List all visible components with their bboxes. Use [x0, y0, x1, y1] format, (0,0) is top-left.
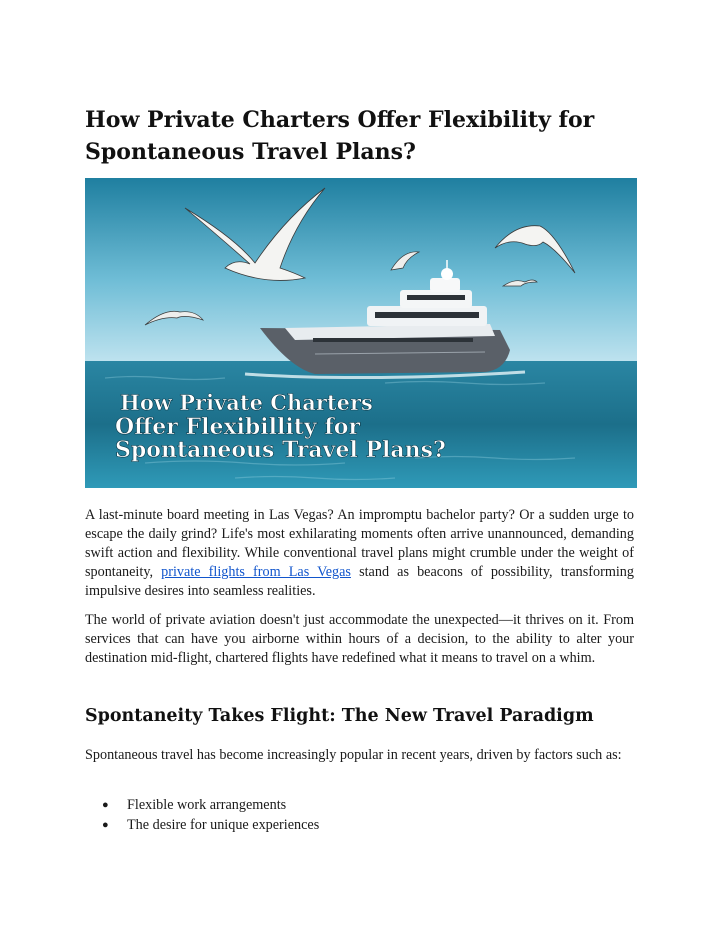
list-item — [85, 796, 637, 816]
paragraph-private-aviation: The world of private aviation doesn't just accommodate the unexpected—it thrives on it. From services that can have you airborne within hours of a decision, to the ability to alter your destination mid-flight, chartered flights have redefined what it means to travel on a whim. — [85, 612, 634, 666]
section-heading: Spontaneity Takes Flight: The New Travel Paradigm — [85, 706, 594, 726]
paragraph-spontaneous-travel: Spontaneous travel has become increasingly popular in recent years, driven by factors such as: — [85, 747, 622, 763]
list-item-text: The desire for unique experiences — [127, 816, 320, 833]
list-item — [85, 816, 637, 836]
private-flights-link[interactable]: private flights from Las Vegas — [161, 564, 351, 580]
factors-list — [85, 796, 637, 835]
overlay-line-1: How Private Charters — [120, 390, 373, 415]
bullet-icon: ● — [102, 799, 109, 811]
article-title: How Private Charters Offer Flexibility for Spontaneous Travel Plans? — [85, 107, 595, 165]
hero-image — [85, 178, 637, 488]
bullet-icon: ● — [102, 818, 109, 831]
paragraph-intro — [85, 506, 634, 601]
overlay-line-2: Offer Flexibillity for — [115, 414, 361, 440]
paragraph-intro-text-end: stand as beacons of possibility, transforming impulsive desires into seamless realities. — [85, 564, 634, 599]
paragraph-intro-text: A last-minute board meeting in Las Vegas? An impromptu bachelor party? Or a sudden urge to escape the daily grind? Life's most exhilarating moments often arrive unannounced, demanding swift action and flexibility. While conventional travel plans might crumble under the weight of spontaneity, — [85, 507, 634, 580]
overlay-line-3: Spontaneous Travel Plans? — [115, 437, 446, 463]
list-item-text: Flexible work arrangements — [127, 797, 287, 813]
